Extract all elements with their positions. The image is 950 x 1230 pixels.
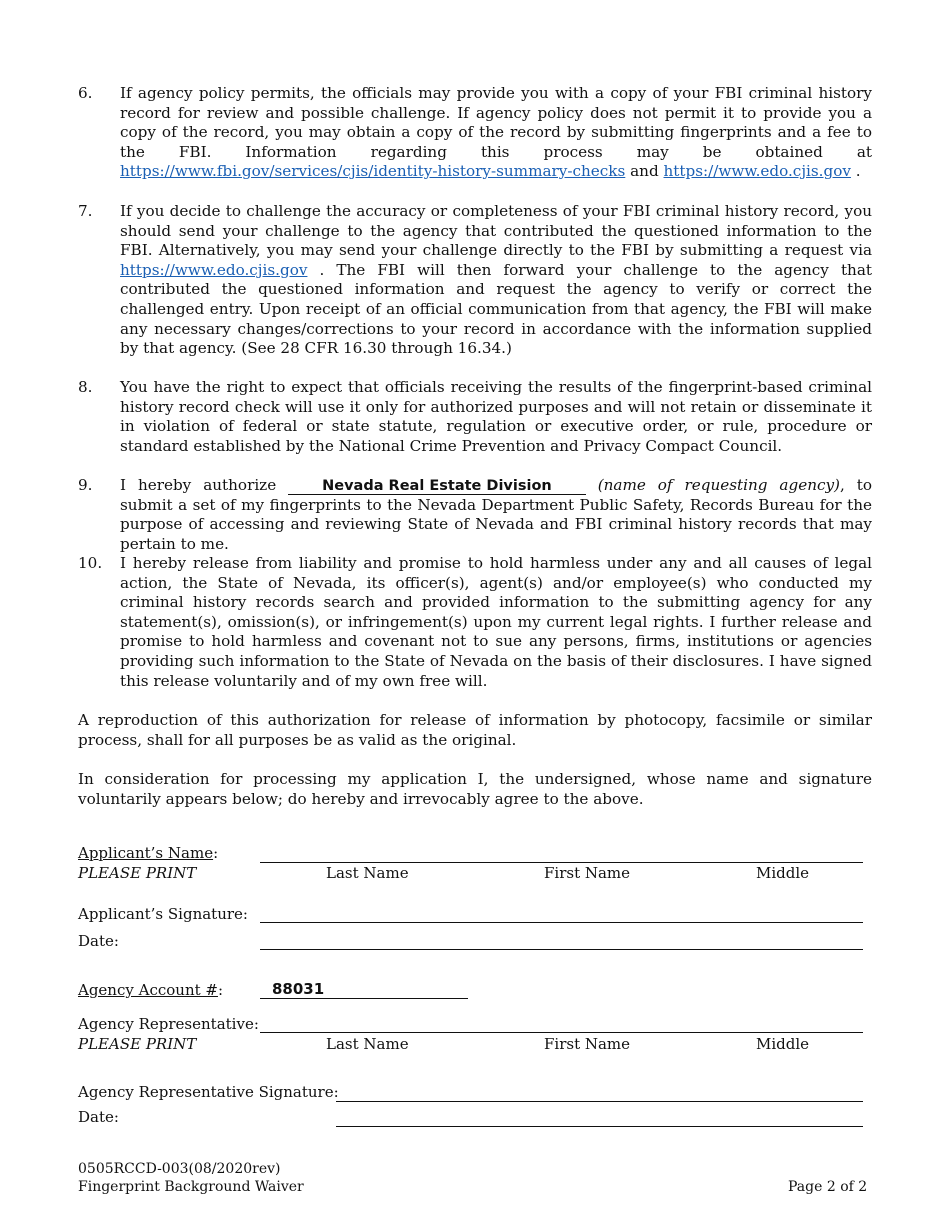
list-item-7 xyxy=(78,202,872,359)
consideration-paragraph: In consideration for processing my application I, the undersigned, whose name and signature voluntarily appears below; do hereby and irrevocably agree to the above. xyxy=(78,770,872,808)
edo-cjis-link[interactable]: https://www.edo.cjis.gov xyxy=(663,162,851,181)
list-item-6 xyxy=(78,84,872,182)
form-code: 0505RCCD-003(08/2020rev) xyxy=(78,1161,281,1177)
agency-hint: (name of requesting agency) xyxy=(597,476,840,494)
fbi-identity-history-link[interactable]: https://www.fbi.gov/services/cjis/identity-history-summary-checks xyxy=(120,162,626,181)
reproduction-paragraph: A reproduction of this authorization for release of information by photocopy, facsimile or similar process, shall for all purposes be as valid as the original. xyxy=(78,711,872,749)
agency-rep-signature-line[interactable] xyxy=(336,1101,863,1102)
agency-rep-line[interactable] xyxy=(260,1032,863,1033)
middle-caption: Middle xyxy=(756,864,810,882)
form-title: Fingerprint Background Waiver xyxy=(78,1179,304,1195)
item-number: 8. xyxy=(78,378,93,396)
first-name-caption: First Name xyxy=(544,1035,631,1053)
middle-caption: Middle xyxy=(756,1035,810,1053)
applicant-name-line[interactable] xyxy=(260,862,863,863)
item-text: I hereby authorize Nevada Real Estate Division (name of requesting agency), to submit a set of my fingerprints to the Nevada Department Public Safety, Records Bureau for the purpose of accessing and reviewing State of Nevada and FBI criminal history records that may pertain to me. xyxy=(120,476,873,553)
last-name-caption: Last Name xyxy=(326,1035,409,1053)
agency-rep-label: Agency Representative: xyxy=(78,1015,259,1033)
requesting-agency-field[interactable]: Nevada Real Estate Division xyxy=(288,478,586,495)
applicant-date-line[interactable] xyxy=(260,949,863,950)
edo-cjis-link[interactable]: https://www.edo.cjis.gov xyxy=(120,260,308,279)
item-text: I hereby release from liability and promise to hold harmless under any and all causes of legal action, the State of Nevada, its officer(s), agent(s) and/or employee(s) who conducted my criminal history records search and provided information to the submitting agency for any statement(s), omission(s), or infringement(s) upon my current legal rights. I further release and promise to hold harmless and covenant not to sue any persons, firms, institutions or agencies providing such information to the State of Nevada on the basis of their disclosures. I have signed this release voluntarily and of my own free will. xyxy=(120,554,872,690)
first-name-caption: First Name xyxy=(544,864,631,882)
item-number: 10. xyxy=(78,554,103,572)
applicant-date-label: Date: xyxy=(78,932,119,950)
applicant-name-label: Applicant’s Name: xyxy=(78,844,219,862)
please-print-label: PLEASE PRINT xyxy=(78,1035,197,1053)
item-number: 9. xyxy=(78,476,93,494)
item-text: You have the right to expect that officials receiving the results of the fingerprint-based criminal history record check will use it only for authorized purposes and will not retain or disseminate it in violation of federal or state statute, regulation or executive order, or rule, procedure or standard established by the National Crime Prevention and Privacy Compact Council. xyxy=(120,378,872,455)
list-item-10 xyxy=(78,554,872,691)
applicant-signature-line[interactable] xyxy=(260,922,863,923)
applicant-signature-label: Applicant’s Signature: xyxy=(78,905,248,923)
please-print-label: PLEASE PRINT xyxy=(78,864,197,882)
agency-rep-date-line[interactable] xyxy=(336,1126,863,1127)
item-text: If agency policy permits, the officials may provide you with a copy of your FBI criminal history record for review and possible challenge. If agency policy does not permit it to provide you a copy of the record, you may obtain a copy of the record by submitting fingerprints and a fee to the FBI. Information regarding this process may be obtained at https://www.fbi.gov/services/cjis/identity-history-summary-checks and https://www.edo.cjis.gov . xyxy=(120,84,872,181)
agency-account-line xyxy=(260,998,468,999)
agency-rep-signature-label: Agency Representative Signature: xyxy=(78,1083,339,1101)
agency-account-label: Agency Account #: xyxy=(78,981,224,999)
agency-account-value[interactable]: 88031 xyxy=(272,980,325,998)
list-item-9 xyxy=(78,476,872,554)
last-name-caption: Last Name xyxy=(326,864,409,882)
item-text: If you decide to challenge the accuracy or completeness of your FBI criminal history record, you should send your challenge to the agency that contributed the questioned information to the FBI. Alternatively, you may send your challenge directly to the FBI by submitting a request via https://www.edo.cjis.gov . The FBI will then forward your challenge to the agency that contributed the questioned information and request the agency to verify or correct the challenged entry. Upon receipt of an official communication from that agency, the FBI will make any necessary changes/corrections to your record in accordance with the information supplied by that agency. (See 28 CFR 16.30 through 16.34.) xyxy=(120,202,872,358)
page-number: Page 2 of 2 xyxy=(788,1179,868,1195)
list-item-8 xyxy=(78,378,872,456)
item-number: 7. xyxy=(78,202,93,220)
agency-rep-date-label: Date: xyxy=(78,1108,119,1126)
item-number: 6. xyxy=(78,84,93,102)
